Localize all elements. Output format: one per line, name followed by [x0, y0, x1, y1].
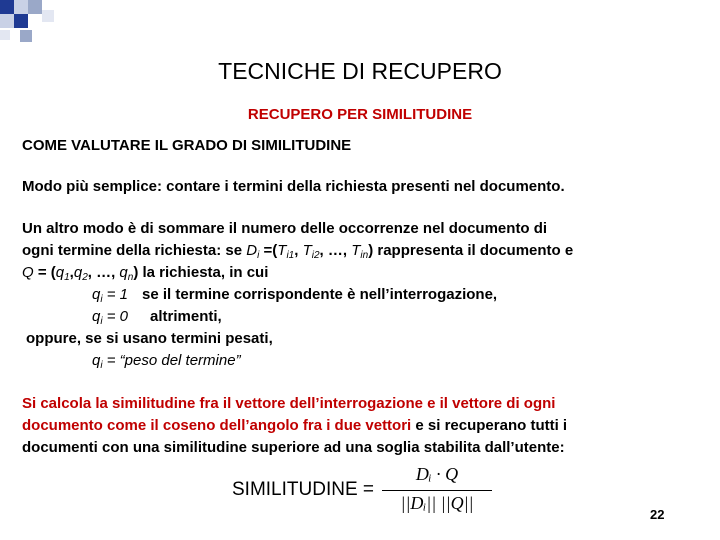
var-t: T	[302, 242, 312, 259]
sub: in	[360, 250, 369, 261]
case1-eq: = 1	[102, 286, 129, 303]
section-heading	[22, 137, 351, 154]
paragraph-2-line-1	[22, 220, 547, 237]
var-t: T	[351, 242, 361, 259]
var-q: q	[55, 264, 65, 281]
formula-lhs: SIMILITUDINE =	[232, 479, 374, 500]
slide-subtitle: RECUPERO PER SIMILITUDINE	[247, 106, 473, 123]
sub: i	[100, 316, 103, 327]
sub: i	[257, 250, 260, 261]
heading-text: COME VALUTARE IL GRADO DI SIMILITUDINE	[22, 137, 352, 154]
case1-text: se il termine corrispondente è nell’interrogazione,	[142, 286, 498, 303]
case2-eq: = 0	[102, 308, 129, 325]
var-q: q	[119, 264, 128, 281]
deco-square	[42, 10, 54, 22]
para3-line1-text: Si calcola la similitudine fra il vettore dell’interrogazione e il vettore di ogni	[22, 395, 556, 412]
paragraph-2-line-2	[22, 242, 573, 261]
case-2	[92, 308, 222, 327]
var-d: D	[246, 242, 258, 259]
fraction-bar	[382, 490, 492, 491]
text: , …,	[319, 242, 352, 259]
var-q: q	[92, 352, 101, 369]
case-1	[92, 286, 497, 305]
var-t: T	[277, 242, 287, 259]
sub: 2	[82, 272, 88, 283]
sub: i	[100, 294, 103, 305]
text: ogni termine della richiesta: se	[22, 242, 247, 259]
sub: i	[100, 360, 103, 371]
text: ) rappresenta il documento e	[368, 242, 574, 259]
case-or-text: oppure, se si usano termini pesati,	[26, 330, 273, 347]
para3-line3-text: documenti con una similitudine superiore ad una soglia stabilita dall’utente:	[22, 439, 565, 456]
deco-square	[14, 0, 28, 14]
deco-square	[14, 14, 28, 28]
paragraph-3-line-1	[22, 395, 555, 412]
paragraph-3-line-2	[22, 417, 567, 434]
text: =(	[259, 242, 278, 259]
case-or	[26, 330, 273, 347]
deco-square	[0, 0, 14, 14]
var-q: q	[73, 264, 83, 281]
deco-square	[0, 30, 10, 40]
case-3	[92, 352, 241, 371]
formula-fraction	[382, 464, 492, 517]
paragraph-3-line-3	[22, 439, 565, 456]
var-q: q	[92, 286, 101, 303]
text: ) la richiesta, in cui	[133, 264, 269, 281]
paragraph-2-line-3	[22, 264, 268, 283]
text: = (	[33, 264, 56, 281]
var-q: Q	[22, 264, 34, 281]
sub: i2	[311, 250, 320, 261]
sub: 1	[64, 272, 70, 283]
page-number: 22	[650, 507, 665, 522]
para3-line2-black: e si recuperano tutti i	[411, 417, 568, 434]
formula-numerator: Dᵢ · Q	[415, 464, 459, 484]
case2-text: altrimenti,	[150, 308, 222, 325]
text: ,	[69, 264, 74, 281]
para2-line1-text: Un altro modo è di sommare il numero delle occorrenze nel documento di	[22, 220, 548, 237]
paragraph-1	[22, 178, 565, 195]
sub: n	[127, 272, 134, 283]
text: ,	[294, 242, 303, 259]
deco-square	[20, 30, 32, 42]
text: , …,	[87, 264, 120, 281]
case3-eq: = “peso del termine”	[102, 352, 241, 369]
formula-denominator: ||Dᵢ|| ||Q||	[400, 493, 474, 513]
deco-square	[0, 14, 14, 28]
para3-line2-red: documento come il coseno dell’angolo fra i due vettori	[22, 417, 412, 434]
para1-text: Modo più semplice: contare i termini della richiesta presenti nel documento.	[22, 178, 565, 195]
slide-title: TECNICHE DI RECUPERO	[218, 58, 502, 84]
sub: i1	[286, 250, 295, 261]
deco-square	[28, 0, 42, 14]
var-q: q	[92, 308, 101, 325]
